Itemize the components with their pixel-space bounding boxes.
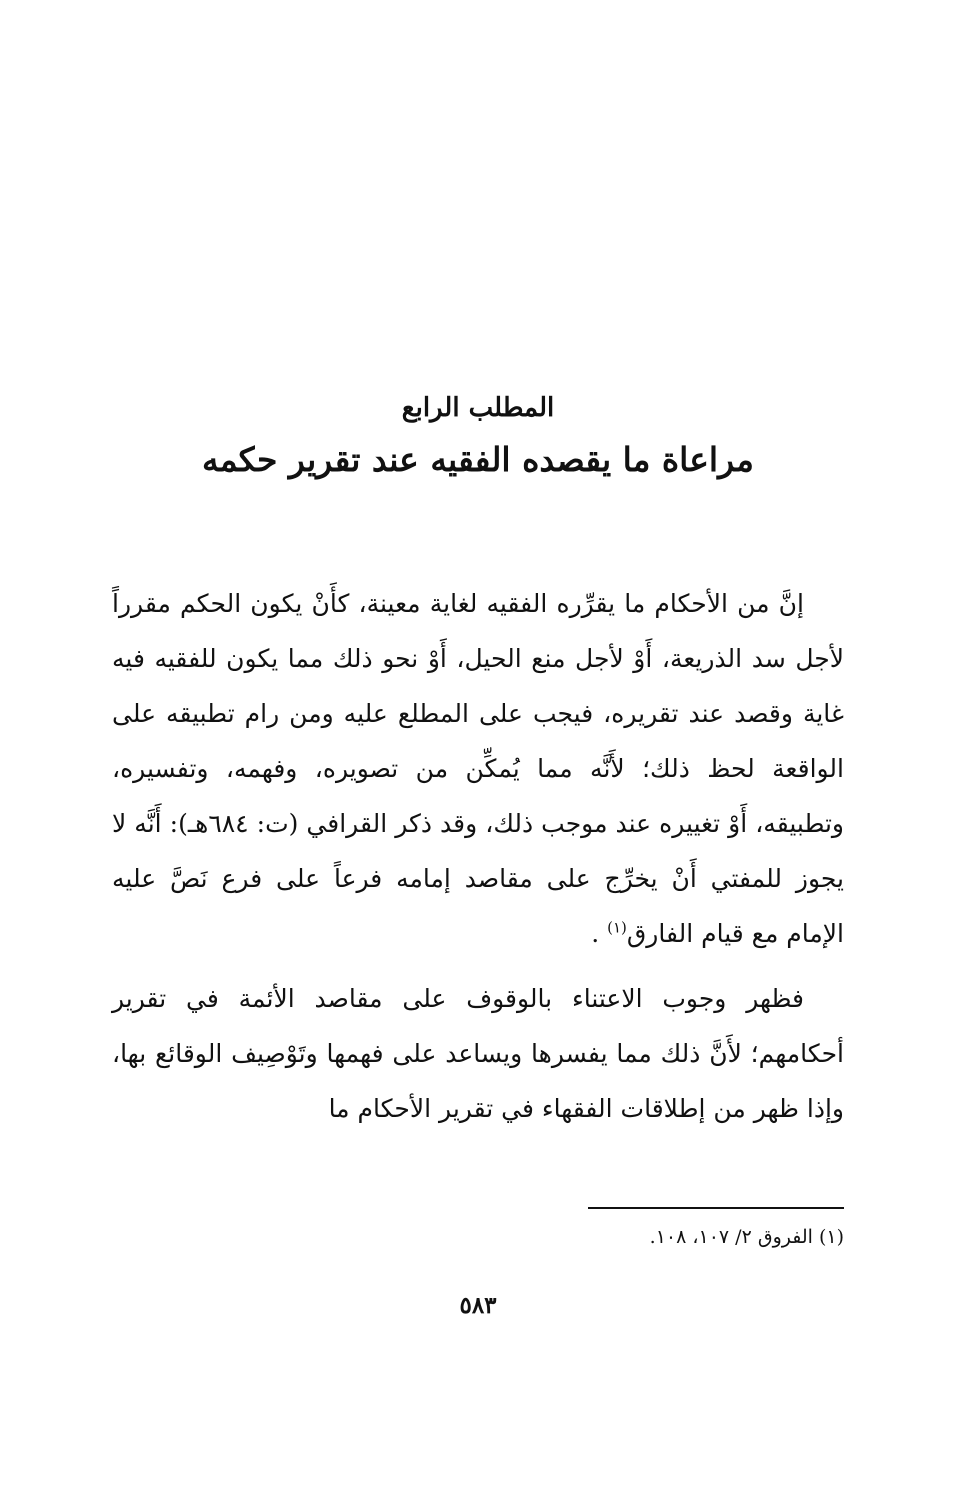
footnote: (١) الفروق ٢/ ١٠٧، ١٠٨. bbox=[649, 1226, 844, 1248]
footnote-divider bbox=[588, 1207, 844, 1209]
footnote-reference[interactable]: (١) bbox=[607, 918, 627, 937]
paragraph-1 bbox=[112, 576, 844, 961]
paragraph-1-last-word: الفارق bbox=[626, 919, 694, 948]
section-title: مراعاة ما يقصده الفقيه عند تقرير حكمه bbox=[202, 440, 754, 479]
paragraph-2: فظهر وجوب الاعتناء بالوقوف على مقاصد الأئمة في تقرير أحكامهم؛ لأَنَّ ذلك مما يفسرها ويساعد على فهمها وتَوْصِيف الوقائع بها، وإذا ظهر من إطلاقات الفقهاء في تقرير الأحكام ما bbox=[112, 984, 844, 1123]
paragraph-1-text: إنَّ من الأحكام ما يقرِّره الفقيه لغاية معينة، كأَنْ يكون الحكم مقرراً لأجل سد الذريعة، أَوْ لأجل منع الحيل، أَوْ نحو ذلك مما يكون للفقيه فيه غاية وقصد عند تقريره، فيجب على المطلع عليه ومن رام تطبيقه على الواقعة لحظ ذلك؛ لأَنَّه مما يُمكِّن من تصويره، وفهمه، وتفسيره، وتطبيقه، أَوْ تغييره عند موجب ذلك، وقد ذكر القرافي (ت: ٦٨٤هـ): أَنَّه لا يجوز للمفتي أَنْ يخرِّج على مقاصد إمامه فرعاً على فرع نَصَّ عليه الإمام مع قيام bbox=[112, 589, 844, 948]
section-heading bbox=[0, 388, 956, 486]
page-number: ٥٨٣ bbox=[459, 1292, 497, 1319]
paragraph-1-end: . bbox=[591, 919, 600, 948]
body-text bbox=[112, 576, 844, 1136]
section-label: المطلب الرابع bbox=[401, 393, 555, 423]
